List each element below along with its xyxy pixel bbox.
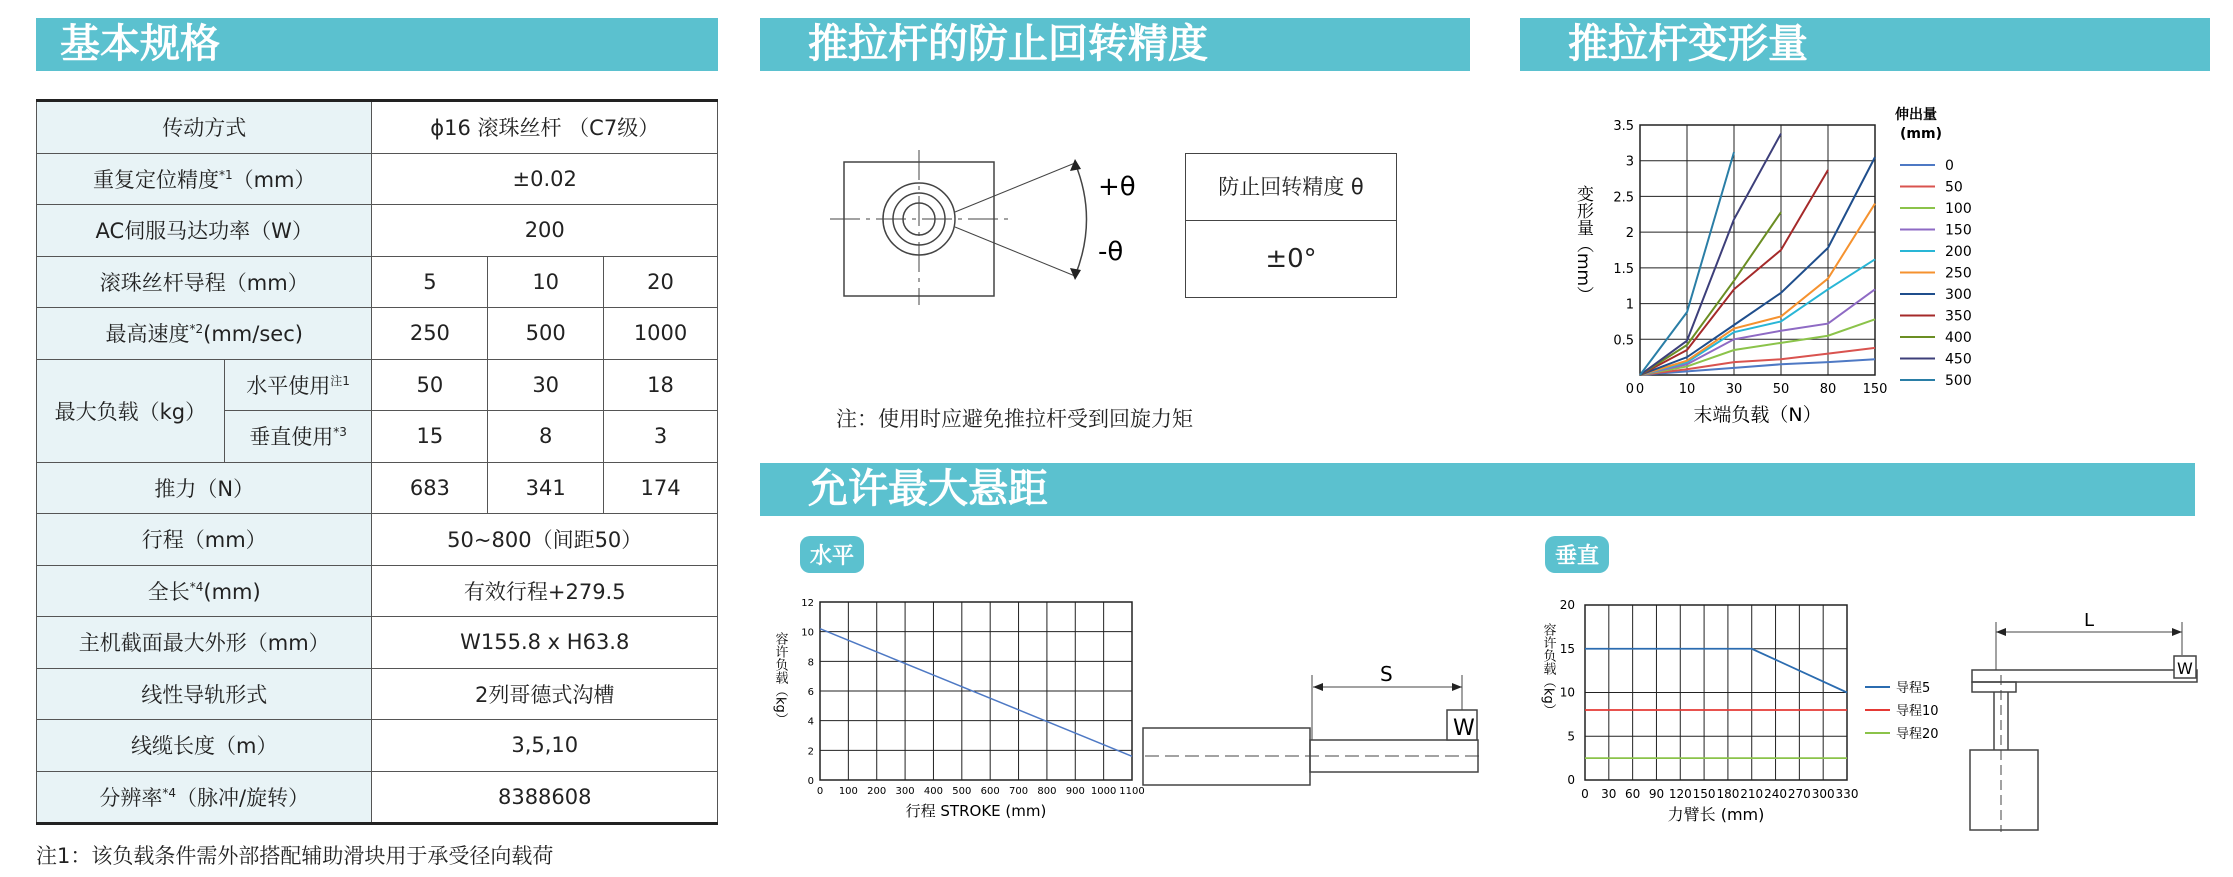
drive-value: ϕ16 滚珠丝杆 （C7级） <box>372 101 718 154</box>
horiz-value: 18 <box>604 359 718 411</box>
legend-label: 0 <box>1945 158 1954 174</box>
x-tick-label: 800 <box>1037 786 1057 797</box>
y-tick-label: 2.5 <box>1613 190 1634 206</box>
footnote: 注1：该负载条件需外部搭配辅助滑块用于承受径向载荷 <box>36 844 554 868</box>
legend-label: 50 <box>1945 179 1963 196</box>
legend-label: 导程10 <box>1896 704 1939 719</box>
thrust-label: 推力（N） <box>37 462 372 514</box>
y-tick-label: 4 <box>807 716 814 728</box>
x-axis-title: 力臂长 (mm) <box>1667 805 1765 824</box>
thrust-value: 683 <box>372 462 488 514</box>
legend-label: 100 <box>1945 201 1972 217</box>
horiz-value: 50 <box>372 359 488 411</box>
y-tick-label: 10 <box>1559 685 1575 700</box>
y-tick-label: 3.5 <box>1613 119 1634 134</box>
series-line <box>820 629 1132 757</box>
x-tick-label: 1000 <box>1090 786 1117 797</box>
motor-value: 200 <box>372 205 718 257</box>
series-line <box>1640 212 1781 375</box>
speed-label: 最高速度$^{*2}$(mm/sec) <box>37 308 372 360</box>
y-axis-title: 容许负载（kg） <box>772 632 788 726</box>
guide-label: 线性导轨形式 <box>37 668 372 720</box>
x-tick-label: 500 <box>952 786 972 797</box>
arm-plate <box>1972 670 2197 682</box>
x-tick-label: 150 <box>1692 787 1716 801</box>
rotation-box-value: ±0° <box>1265 244 1317 274</box>
cable-label: 线缆长度（m） <box>37 720 372 772</box>
x-tick-label: 0 <box>1635 382 1645 397</box>
x-tick-label: 90 <box>1648 787 1665 801</box>
y-tick-label: 10 <box>801 627 814 639</box>
y-tick-label: 8 <box>807 657 814 669</box>
repeat-label: 重复定位精度$^{*1}$（mm） <box>37 153 372 205</box>
y-axis-title: 变形量（mm） <box>1573 185 1593 304</box>
series-line <box>1640 134 1781 375</box>
y-tick-label: 5 <box>1567 729 1575 744</box>
rotation-diagram <box>830 145 1160 310</box>
horizontal-badge: 水平 <box>800 536 864 573</box>
thrust-value: 341 <box>488 462 604 514</box>
x-tick-label: 0 <box>816 786 824 797</box>
x-tick-label: 200 <box>867 786 887 797</box>
x-tick-label: 300 <box>1811 787 1835 801</box>
y-tick-label: 20 <box>1559 598 1575 612</box>
y-tick-label: 2 <box>1625 226 1634 242</box>
load-box-label: W <box>2177 659 2193 678</box>
x-tick-label: 30 <box>1601 787 1617 801</box>
arrow-up-icon <box>1070 159 1081 171</box>
thrust-value: 174 <box>604 462 718 514</box>
horiz-setup-diagram <box>1140 655 1490 790</box>
table-row <box>37 359 718 411</box>
legend-title: 伸出量 <box>1895 107 1937 123</box>
plot-frame <box>1640 125 1875 375</box>
lead-value: 5 <box>372 256 488 308</box>
x-tick-label: 700 <box>1008 786 1029 797</box>
table-row <box>37 462 718 514</box>
y-tick-label: 3 <box>1625 154 1634 170</box>
arrow-right-icon <box>1452 683 1462 691</box>
series-line <box>1640 259 1875 375</box>
x-tick-label: 1100 <box>1119 786 1145 797</box>
rod-face <box>844 162 994 296</box>
plus-theta-label: +θ <box>1098 172 1136 202</box>
speed-value: 250 <box>372 308 488 360</box>
table-row <box>37 153 718 205</box>
horiz-value: 30 <box>488 359 604 411</box>
table-row <box>37 256 718 308</box>
res-value: 8388608 <box>372 771 718 824</box>
legend-label: 250 <box>1945 265 1972 282</box>
s-label: S <box>1380 662 1393 686</box>
theta-ray-bottom <box>955 227 1075 276</box>
spec-banner: 基本规格 <box>36 18 718 71</box>
stroke-label: 行程（mm） <box>37 514 372 566</box>
length-value: 有效行程+279.5 <box>372 565 718 617</box>
spec-table <box>36 99 718 825</box>
theta-ray-top <box>955 163 1075 212</box>
y-tick-label: 0.5 <box>1613 333 1634 349</box>
rotation-box-title: 防止回转精度 θ <box>1186 154 1396 221</box>
x-tick-label: 900 <box>1065 786 1085 797</box>
y-tick-label: 12 <box>801 598 814 609</box>
vert-label: 垂直使用$^{*3}$ <box>224 411 372 463</box>
series-line <box>1585 649 1847 693</box>
legend-label: 500 <box>1945 373 1972 389</box>
x-tick-label: 150 <box>1862 382 1888 397</box>
table-row <box>37 514 718 566</box>
y-tick-label: 1.5 <box>1613 261 1634 277</box>
actuator-body <box>1970 750 2038 830</box>
legend-label: 300 <box>1945 287 1972 303</box>
x-tick-label: 0 <box>1581 787 1589 801</box>
y-tick-label: 1 <box>1625 297 1634 313</box>
y-tick-label: 0 <box>1625 382 1634 397</box>
y-tick-label: 6 <box>807 687 814 698</box>
horiz-label: 水平使用$^{注1}$ <box>224 359 372 411</box>
legend-label: 350 <box>1945 308 1972 325</box>
speed-value: 1000 <box>604 308 718 360</box>
table-row <box>37 668 718 720</box>
legend-label: 导程5 <box>1896 681 1931 696</box>
load-box-label: W <box>1453 716 1475 741</box>
y-tick-label: 0 <box>807 776 814 787</box>
lead-value: 20 <box>604 256 718 308</box>
legend-label: 150 <box>1945 222 1972 239</box>
vertical-badge: 垂直 <box>1545 536 1609 573</box>
x-tick-label: 100 <box>838 786 858 797</box>
x-tick-label: 30 <box>1725 382 1743 397</box>
legend-label: 450 <box>1945 351 1972 368</box>
vert-setup-diagram <box>1960 610 2210 835</box>
arrow-left-icon <box>1313 683 1323 691</box>
l-label: L <box>2084 610 2095 631</box>
arrow-right-icon <box>2172 628 2182 636</box>
table-row <box>37 101 718 154</box>
length-label: 全长$^{*4}$(mm) <box>37 565 372 617</box>
x-tick-label: 400 <box>923 786 944 797</box>
table-row <box>37 205 718 257</box>
x-tick-label: 600 <box>980 786 1000 797</box>
res-label: 分辨率$^{*4}$（脉冲/旋转） <box>37 771 372 824</box>
vert-chart <box>1530 590 1970 835</box>
deform-banner: 推拉杆变形量 <box>1520 18 2210 71</box>
horiz-chart <box>760 590 1145 835</box>
x-tick-label: 240 <box>1764 787 1787 801</box>
y-tick-label: 2 <box>807 746 814 758</box>
drive-label: 传动方式 <box>37 101 372 154</box>
deform-chart <box>1555 105 2075 435</box>
rotation-note: 注：使用时应避免推拉杆受到回旋力矩 <box>836 407 1193 431</box>
overhang-banner: 允许最大悬距 <box>760 463 2195 516</box>
x-tick-label: 180 <box>1716 787 1740 801</box>
vert-value: 15 <box>372 411 488 463</box>
table-row <box>37 308 718 360</box>
y-tick-label: 0 <box>1567 773 1575 787</box>
legend-label: 400 <box>1945 330 1972 346</box>
x-axis-title: 行程 STROKE (mm) <box>905 802 1047 820</box>
lead-label: 滚珠丝杆导程（mm） <box>37 256 372 308</box>
legend-label: 200 <box>1945 244 1972 260</box>
guide-value: 2列哥德式沟槽 <box>372 668 718 720</box>
theta-arc <box>1075 163 1087 276</box>
x-tick-label: 50 <box>1772 382 1790 397</box>
stroke-value: 50~800（间距50） <box>372 514 718 566</box>
table-row <box>37 565 718 617</box>
lead-value: 10 <box>488 256 604 308</box>
rotation-box <box>1185 153 1397 298</box>
y-tick-label: 15 <box>1559 641 1575 656</box>
speed-value: 500 <box>488 308 604 360</box>
table-row <box>37 771 718 824</box>
table-row <box>37 720 718 772</box>
arrow-left-icon <box>1996 628 2006 636</box>
maxload-label: 最大负载（kg） <box>37 359 225 462</box>
x-tick-label: 80 <box>1819 382 1837 397</box>
section-value: W155.8 x H63.8 <box>372 617 718 669</box>
cable-value: 3,5,10 <box>372 720 718 772</box>
x-tick-label: 10 <box>1678 382 1696 397</box>
legend-label: 导程20 <box>1896 727 1939 742</box>
x-tick-label: 300 <box>895 786 915 797</box>
x-tick-label: 330 <box>1835 787 1859 801</box>
x-axis-title: 末端负载（N） <box>1693 404 1822 426</box>
x-tick-label: 270 <box>1787 787 1811 801</box>
y-axis-title: 容许负载（kg） <box>1540 623 1556 717</box>
vert-value: 3 <box>604 411 718 463</box>
minus-theta-label: -θ <box>1098 237 1124 267</box>
x-tick-label: 210 <box>1740 787 1764 801</box>
section-label: 主机截面最大外形（mm） <box>37 617 372 669</box>
arm-bracket <box>1972 682 2016 692</box>
table-row <box>37 617 718 669</box>
vert-value: 8 <box>488 411 604 463</box>
arrow-down-icon <box>1070 268 1081 280</box>
legend-title: (mm) <box>1900 126 1942 142</box>
x-tick-label: 120 <box>1668 787 1692 801</box>
repeat-value: ±0.02 <box>372 153 718 205</box>
x-tick-label: 60 <box>1624 787 1641 801</box>
rotation-banner: 推拉杆的防止回转精度 <box>760 18 1470 71</box>
series-line <box>1640 157 1875 375</box>
motor-label: AC伺服马达功率（W） <box>37 205 372 257</box>
